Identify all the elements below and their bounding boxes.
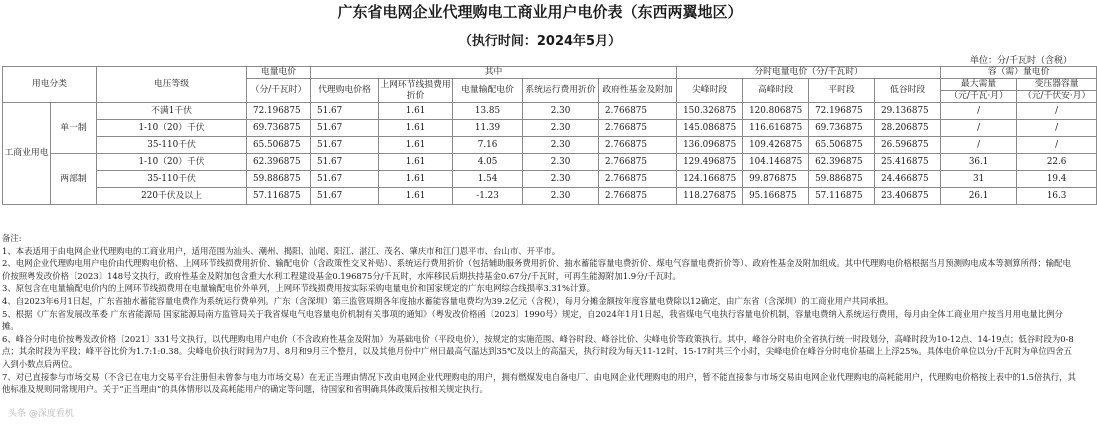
cell-sharp: 129.496875 — [677, 154, 743, 171]
header-tou-group: 分时电量电价（分/千瓦时） — [677, 67, 941, 79]
note-item: 2、电网企业代理购电用户电价由代理购电价格、上网环节线损费用折价、输配电价（含政策性交叉补贴）、系统运行费用折价（包括辅助服务费用折价、抽水蓄能容量电费折价、煤电气容量电费折价等）、政府性基金及附加组成。其中代理购电价格根据当月预测购电成本等测算所得；输配电价按照粤发改价格〔2023〕148号文执行，政府性基金及附加包含重大水利工程建设基金0.196875分/千瓦时，水库移民后期扶持基金0.67分/千瓦时，可再生能源附加1.9分/千瓦时。 — [2, 258, 1071, 281]
cell-loss: 1.61 — [379, 171, 453, 188]
header-transformer: 变压器容量 — [1017, 79, 1097, 91]
cell-max-demand: / — [941, 120, 1017, 137]
header-voltage: 电压等级 — [97, 67, 247, 103]
cell-price: 59.886875 — [247, 171, 311, 188]
header-max-demand-unit: （元/千瓦·月） — [941, 91, 1017, 103]
header-transformer-unit: （元/千伏安·月） — [1017, 91, 1097, 103]
cell-voltage: 35-110千伏 — [97, 137, 247, 154]
note-item: 5、根据《广东省发展改革委 广东省能源局 国家能源局南方监管局关于我省煤电气电容量电价机制有关事项的通知》（粤发改价格函〔2023〕1990号）规定，自2024年1月1日起，我省煤电气电执行容量电价机制，容量电费纳入系统运行费用，每月由全体工商业用户按当月用电量比例分摊。 — [2, 308, 1063, 332]
page-title: 广东省电网企业代理购电工商业用户电价表（东西两翼地区） — [337, 3, 743, 21]
cell-loss: 1.61 — [379, 103, 453, 120]
cell-sys: 2.30 — [523, 154, 599, 171]
cell-sharp: 145.086875 — [677, 120, 743, 137]
cell-sys: 2.30 — [523, 171, 599, 188]
cell-trans: -1.23 — [453, 188, 523, 205]
note-item: 4、自2023年6月1日起，广东省抽水蓄能容量电费作为系统运行费单列。广东（含深圳）第三监管周期各年度抽水蓄能容量电费均为39.2亿元（含税），每月分摊金额按年度容量电费除以12确定，由广东省（含深圳）的工商业用户共同承担。 — [2, 295, 894, 306]
electricity-price-table — [2, 66, 1097, 205]
note-heading: 备注: — [2, 233, 22, 243]
cell-max-demand: 31 — [941, 171, 1017, 188]
table-row — [3, 188, 1097, 205]
cell-transformer: / — [1017, 103, 1097, 120]
cell-peak: 99.876875 — [743, 171, 809, 188]
cell-peak: 120.806875 — [743, 103, 809, 120]
cell-transformer: 16.3 — [1017, 188, 1097, 205]
cell-transformer: / — [1017, 137, 1097, 154]
header-energy-price: 电量电价 — [247, 67, 311, 79]
table-row — [3, 154, 1097, 171]
unit-label: 单位：分/千瓦时（含税） — [969, 56, 1072, 66]
cell-sharp: 118.276875 — [677, 188, 743, 205]
header-of-which: 其中 — [311, 67, 677, 79]
cell-loss: 1.61 — [379, 120, 453, 137]
table-row — [3, 137, 1097, 154]
cell-sharp: 124.166875 — [677, 171, 743, 188]
table-row — [3, 171, 1097, 188]
header-category: 用电分类 — [3, 67, 97, 103]
cell-agency: 51.67 — [311, 137, 379, 154]
cell-max-demand: 26.1 — [941, 188, 1017, 205]
cell-trans: 7.16 — [453, 137, 523, 154]
cell-loss: 1.61 — [379, 137, 453, 154]
two-part-tariff-label: 两部制 — [51, 154, 97, 205]
cell-transformer: 19.4 — [1017, 171, 1097, 188]
cell-price: 62.396875 — [247, 154, 311, 171]
cell-max-demand: / — [941, 137, 1017, 154]
cell-price: 69.736875 — [247, 120, 311, 137]
cell-flat: 62.396875 — [809, 154, 875, 171]
header-fund: 政府性基金及附加 — [599, 79, 677, 103]
cell-transformer: / — [1017, 120, 1097, 137]
cell-agency: 51.67 — [311, 154, 379, 171]
table-row — [3, 120, 1097, 137]
cell-sharp: 150.326875 — [677, 103, 743, 120]
header-flat: 平时段 — [809, 79, 875, 103]
note-item: 7、对已直接参与市场交易（不含已在电力交易平台注册但未曾参与电力市场交易）在无正当理由情况下改由电网企业代理购电的用户，拥有燃煤发电自备电厂、由电网企业代理购电的用户，暂不能直接参与市场交易由电网企业代理购电的高耗能用户，代理购电价格按上表中的1.5倍执行，其他标准及规则同常规用户。关于“正当理由”的具体情形以及高耗能用户的确定等问题，待国家和省明确具体政策后按相关规定执行。 — [2, 371, 1076, 395]
cell-sys: 2.30 — [523, 120, 599, 137]
cell-price: 72.196875 — [247, 103, 311, 120]
cell-transformer: 22.6 — [1017, 154, 1097, 171]
header-transmission: 电量输配电价 — [453, 79, 523, 103]
cell-peak: 104.146875 — [743, 154, 809, 171]
cell-peak: 109.426875 — [743, 137, 809, 154]
cell-sharp: 136.096875 — [677, 137, 743, 154]
cell-valley: 29.136875 — [875, 103, 941, 120]
header-peak: 高峰时段 — [743, 79, 809, 103]
cell-fund: 2.766875 — [599, 103, 677, 120]
cell-fund: 2.766875 — [599, 154, 677, 171]
header-agency-price: 代理购电价格 — [311, 79, 379, 103]
cell-valley: 25.416875 — [875, 154, 941, 171]
cell-fund: 2.766875 — [599, 188, 677, 205]
cell-loss: 1.61 — [379, 154, 453, 171]
cell-trans: 4.05 — [453, 154, 523, 171]
cell-voltage: 不满1千伏 — [97, 103, 247, 120]
cell-valley: 28.206875 — [875, 120, 941, 137]
cell-sys: 2.30 — [523, 103, 599, 120]
header-capacity-group: 容（需）量电价 — [941, 67, 1097, 79]
cell-valley: 24.466875 — [875, 171, 941, 188]
notes-section — [2, 232, 1076, 396]
header-valley: 低谷时段 — [875, 79, 941, 103]
cell-max-demand: 36.1 — [941, 154, 1017, 171]
cell-trans: 11.39 — [453, 120, 523, 137]
cell-agency: 51.67 — [311, 103, 379, 120]
cell-agency: 51.67 — [311, 120, 379, 137]
note-item: 6、峰谷分时电价按粤发改价格〔2021〕331号文执行，以代理购电用户电价（不含政府性基金及附加）为基础电价（平段电价），按规定的实施范围、峰谷时段、峰谷比价、尖峰电价等政策执行。其中，峰谷分时电价全省执行统一时段划分，高峰时段为10-12点、14-19点；低谷时段为0-8点；其余时段为平段；峰平谷比价为1.7:1:0.38。尖峰电价执行时间为7月、8月和9月三个整月，以及其他月份中广州日最高气温达到35℃及以上的高温天，执行时段为每天11-12时、15-17时共三个小时，尖峰电价在峰谷分时电价基础上上浮25%。具体电价单位以分/千瓦时为单位四舍五入到小数点后两位。 — [2, 333, 1074, 369]
cell-flat: 72.196875 — [809, 103, 875, 120]
cell-voltage: 1-10（20）千伏 — [97, 120, 247, 137]
cell-flat: 57.116875 — [809, 188, 875, 205]
page-subtitle: （执行时间：2024年5月） — [458, 34, 622, 49]
cell-agency: 51.67 — [311, 188, 379, 205]
header-energy-price-unit: （分/千瓦时） — [247, 79, 311, 103]
header-system-cost: 系统运行费用折价 — [523, 79, 599, 103]
header-grid-loss: 上网环节线损费用折价 — [380, 79, 451, 101]
cell-voltage: 220千伏及以上 — [97, 188, 247, 205]
cell-voltage: 35-110千伏 — [97, 171, 247, 188]
cell-trans: 1.54 — [453, 171, 523, 188]
cell-valley: 26.596875 — [875, 137, 941, 154]
note-item: 3、原包含在电量输配电价内的上网环节线损费用在电量输配电价外单列，上网环节线损费用按实际采购电量电价和国家规定的广东电网综合线损率3.31%计算。 — [2, 283, 596, 294]
cell-fund: 2.766875 — [599, 137, 677, 154]
cell-flat: 59.886875 — [809, 171, 875, 188]
cell-fund: 2.766875 — [599, 171, 677, 188]
cell-voltage: 1-10（20）千伏 — [97, 154, 247, 171]
cell-valley: 23.406875 — [875, 188, 941, 205]
cell-flat: 65.506875 — [809, 137, 875, 154]
group-label-text: 工商业用电 — [4, 148, 49, 158]
header-peak-sharp: 尖峰时段 — [677, 79, 743, 103]
cell-sys: 2.30 — [523, 137, 599, 154]
cell-price: 57.116875 — [247, 188, 311, 205]
cell-loss: 1.61 — [379, 188, 453, 205]
cell-peak: 95.166875 — [743, 188, 809, 205]
table-row — [3, 103, 1097, 120]
group-label — [3, 103, 51, 205]
cell-peak: 116.616875 — [743, 120, 809, 137]
header-max-demand: 最大需量 — [941, 79, 1017, 91]
cell-sys: 2.30 — [523, 188, 599, 205]
cell-fund: 2.766875 — [599, 120, 677, 137]
cell-agency: 51.67 — [311, 171, 379, 188]
cell-trans: 13.85 — [453, 103, 523, 120]
single-tariff-label: 单一制 — [51, 103, 97, 154]
cell-max-demand: / — [941, 103, 1017, 120]
cell-price: 65.506875 — [247, 137, 311, 154]
cell-flat: 69.736875 — [809, 120, 875, 137]
note-item: 1、本表适用于由电网企业代理购电的工商业用户，适用范围为汕头、潮州、揭阳、汕尾、阳江、湛江、茂名、肇庆市和江门恩平市、台山市、开平市。 — [2, 245, 561, 256]
watermark: 头条 @深度看机 — [8, 409, 74, 419]
